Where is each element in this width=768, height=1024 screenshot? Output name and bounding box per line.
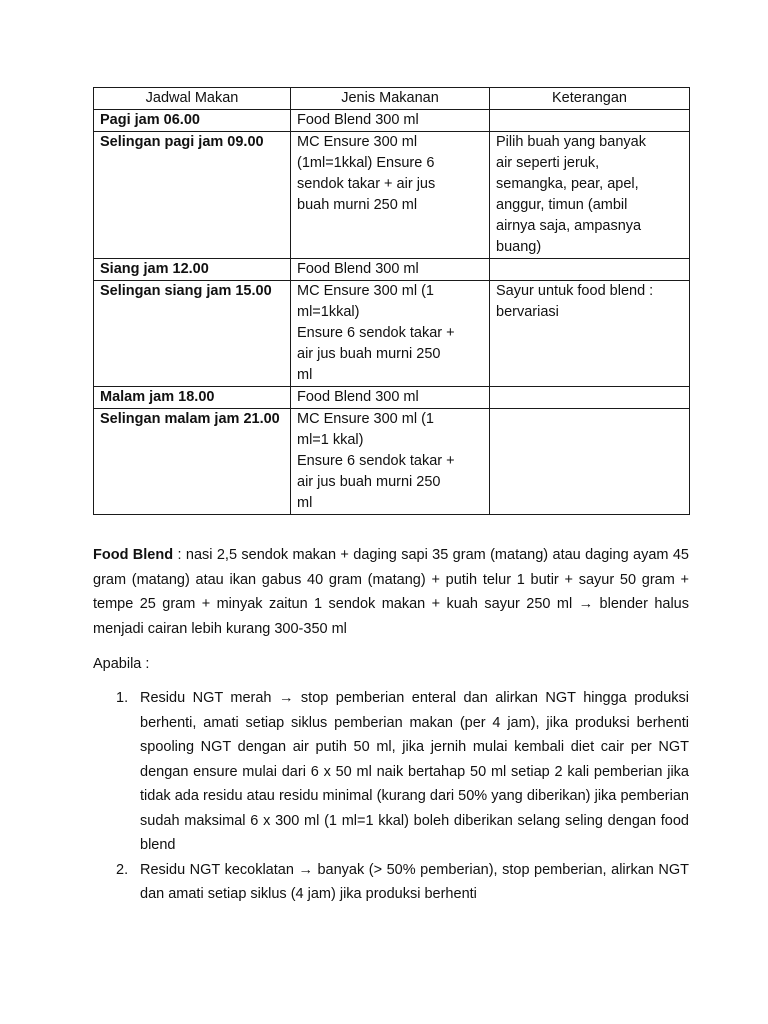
table-body <box>94 110 690 515</box>
condition-text: banyak (> 50% pemberian), stop pemberian, alirkan NGT dan amati setiap siklus (4 jam) jika produksi berhenti <box>140 861 689 902</box>
food-blend-paragraph <box>93 543 689 641</box>
cell-jenis-makanan <box>291 409 490 515</box>
cell-jadwal: Selingan malam jam 21.00 <box>94 409 291 515</box>
cell-line: buang) <box>496 239 542 255</box>
cell-jenis-makanan <box>291 387 490 409</box>
cell-jenis-makanan <box>291 132 490 259</box>
food-blend-term: Food Blend <box>93 547 174 563</box>
condition-lead: Residu NGT merah <box>140 690 279 706</box>
cell-keterangan <box>490 281 690 387</box>
cell-jadwal: Malam jam 18.00 <box>94 387 291 409</box>
cell-jadwal: Siang jam 12.00 <box>94 259 291 281</box>
list-number: 2. <box>116 861 129 878</box>
cell-line: Sayur untuk food blend : <box>496 283 654 299</box>
cell-jadwal: Pagi jam 06.00 <box>94 110 291 132</box>
cell-line: air jus buah murni 250 <box>297 346 441 362</box>
cell-line: air jus buah murni 250 <box>297 474 441 490</box>
table-row <box>94 132 690 259</box>
header-jadwal-makan: Jadwal Makan <box>94 88 291 110</box>
condition-item <box>93 686 689 858</box>
table-row <box>94 409 690 515</box>
cell-line: anggur, timun (ambil <box>496 197 628 213</box>
cell-line: airnya saja, ampasnya <box>496 218 642 234</box>
cell-keterangan <box>490 259 690 281</box>
cell-jenis-makanan <box>291 259 490 281</box>
cell-line: ml=1kkal) <box>297 304 360 320</box>
cell-keterangan <box>490 110 690 132</box>
condition-item <box>93 858 689 907</box>
cell-line: sendok takar + air jus <box>297 176 436 192</box>
cell-jenis-makanan <box>291 281 490 387</box>
cell-line: air seperti jeruk, <box>496 155 600 171</box>
arrow-right-icon: → <box>298 861 313 878</box>
cell-keterangan <box>490 132 690 259</box>
cell-line: Ensure 6 sendok takar + <box>297 325 455 341</box>
cell-keterangan <box>490 387 690 409</box>
table-row <box>94 259 690 281</box>
arrow-right-icon: → <box>578 596 594 612</box>
cell-line: Ensure 6 sendok takar + <box>297 453 455 469</box>
list-number: 1. <box>116 690 129 706</box>
cell-line: ml <box>297 495 313 511</box>
food-blend-text: : nasi 2,5 sendok makan + daging sapi 35 gram (matang) atau daging ayam 45 gram (matang) atau ikan gabus 40 gram (matang) + putih telur 1 butir + sayur 50 gram + tempe 25 gram + minyak zaitun 1 sendok makan + kuah sayur 250 ml <box>93 547 689 612</box>
cell-line: semangka, pear, apel, <box>496 176 639 192</box>
apabila-label: Apabila : <box>93 656 150 672</box>
table-row <box>94 110 690 132</box>
arrow-right-icon: → <box>278 690 294 706</box>
cell-line: Food Blend 300 ml <box>297 112 419 128</box>
cell-line: buah murni 250 ml <box>297 197 418 213</box>
conditions-list <box>93 686 689 907</box>
cell-line: Food Blend 300 ml <box>297 261 419 277</box>
cell-line: bervariasi <box>496 304 559 320</box>
cell-line: ml <box>297 367 313 383</box>
cell-jadwal: Selingan siang jam 15.00 <box>94 281 291 387</box>
table-row <box>94 281 690 387</box>
cell-jadwal: Selingan pagi jam 09.00 <box>94 132 291 259</box>
cell-line: MC Ensure 300 ml (1 <box>297 411 434 427</box>
cell-line: MC Ensure 300 ml (1 <box>297 283 434 299</box>
table-header-row <box>94 88 690 110</box>
cell-line: Pilih buah yang banyak <box>496 134 646 150</box>
meal-schedule-table <box>93 87 690 515</box>
condition-lead: Residu NGT kecoklatan <box>140 861 299 878</box>
cell-line: (1ml=1kkal) Ensure 6 <box>297 155 435 171</box>
condition-text: stop pemberian enteral dan alirkan NGT hingga produksi berhenti, amati setiap siklus pemberian makan (per 4 jam), jika produksi berhenti spooling NGT dengan air putih 50 ml, jika jernih mulai kembali diet cair per NGT dengan ensure mulai dari 6 x 50 ml naik bertahap 50 ml setiap 2 kali pemberian jika tidak ada residu atau residu minimal (kurang dari 50% yang diberikan) jika pemberian sudah maksimal 6 x 300 ml (1 ml=1 kkal) boleh diberikan selang seling dengan food blend <box>140 690 689 853</box>
cell-line: Food Blend 300 ml <box>297 389 419 405</box>
table-row <box>94 387 690 409</box>
cell-keterangan <box>490 409 690 515</box>
cell-line: MC Ensure 300 ml <box>297 134 418 150</box>
cell-line: ml=1 kkal) <box>297 432 364 448</box>
header-jenis-makanan: Jenis Makanan <box>291 88 490 110</box>
header-keterangan: Keterangan <box>490 88 690 110</box>
cell-jenis-makanan <box>291 110 490 132</box>
food-blend-result: blender halus menjadi cairan lebih kurang 300-350 ml <box>93 596 689 637</box>
